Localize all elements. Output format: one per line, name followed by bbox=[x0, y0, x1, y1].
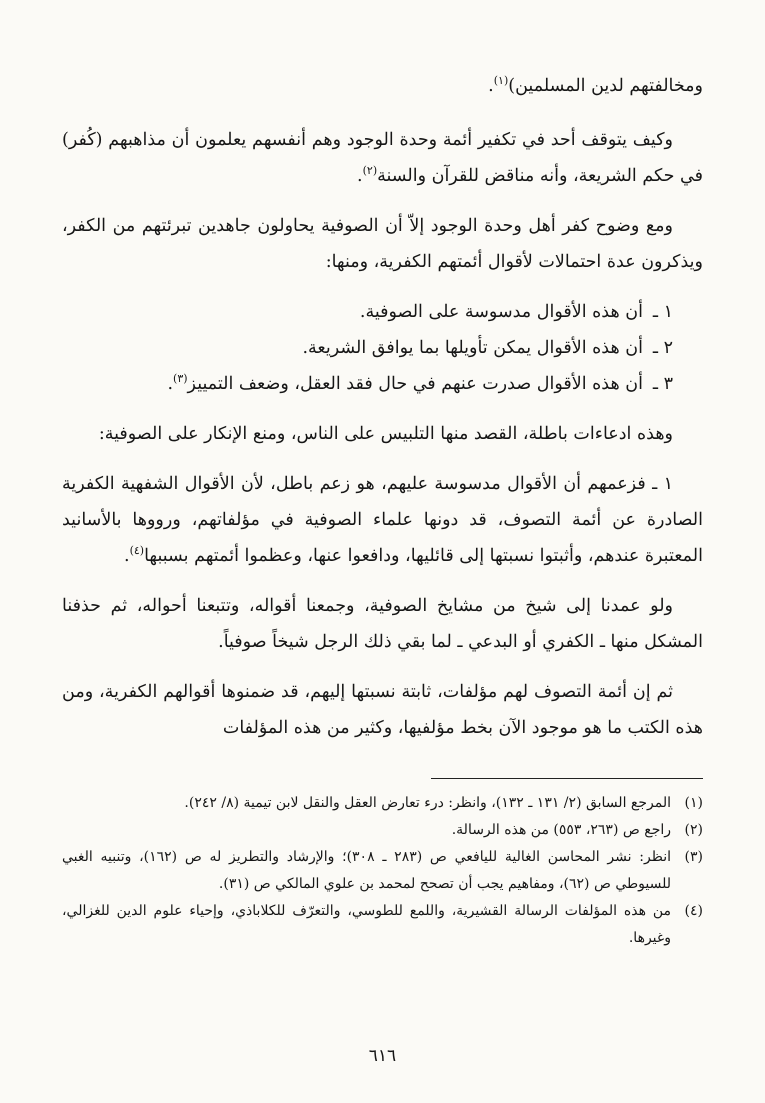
list-item: ٣ ـأن هذه الأقوال صدرت عنهم في حال فقد العقل، وضعف التمييز$^{(٣)}$. bbox=[167, 372, 673, 394]
paragraph-6: ثم إن أئمة التصوف لهم مؤلفات، ثابتة نسبتها إليهم، قد ضمنوها أقوالهم الكفرية، ومن هذه الكتب ما هو موجود الآن بخط مؤلفيها، وكثير من هذه المؤلفات bbox=[62, 682, 703, 738]
footnote-3: (٣) انظر: نشر المحاسن الغالية لليافعي ص (٢٨٣ ـ ٣٠٨)؛ والإرشاد والتطريز له ص (١٦٢)، وتنبيه الغبي للسيوطي ص (٦٢)، ومفاهيم يجب أن تصحح لمحمد بن علوي المالكي ص (٣١). bbox=[62, 849, 703, 892]
paragraph-1: وكيف يتوقف أحد في تكفير أئمة وحدة الوجود وهم أنفسهم يعلمون أن مذاهبهم (كُفر) في حكم الشريعة، وأنه مناقض للقرآن والسنة$^{(٢)}$. bbox=[62, 130, 703, 186]
footnote-2: (٢) راجع ص (٢٦٣، ٥٥٣) من هذه الرسالة. bbox=[451, 822, 703, 838]
paragraph-4: ١ ـ فزعمهم أن الأقوال مدسوسة عليهم، هو زعم باطل، لأن الأقوال الشفهية الكفرية الصادرة عن أئمة التصوف، قد دونها علماء الصوفية في مؤلفاتهم، ورووها بالأسانيد المعتبرة عندهم، وأثبتوا نسبتها إلى قائليها، ودافعوا عنها، وعظموا أئمتهم بسببها$^{(٤)}$. bbox=[62, 474, 703, 566]
footnote-separator bbox=[431, 778, 703, 779]
paragraph-2: ومع وضوح كفر أهل وحدة الوجود إلاّ أن الصوفية يحاولون جاهدين تبرئتهم من الكفر، ويذكرون عدة احتمالات لأقوال أئمتهم الكفرية، ومنها: bbox=[62, 216, 703, 272]
claims-list bbox=[62, 294, 703, 402]
intro-line: ومخالفتهم لدين المسلمين)$^{(١)}$. bbox=[488, 74, 703, 96]
footnote-ref-1: (١) bbox=[493, 74, 509, 88]
page-number: ٦١٦ bbox=[368, 1046, 397, 1066]
footnote-ref-3: (٣) bbox=[173, 372, 188, 386]
paragraph-5: ولو عمدنا إلى شيخ من مشايخ الصوفية، وجمعنا أقواله، وتتبعنا أحواله، ثم حذفنا المشكل منها ـ الكفري أو البدعي ـ لما بقي ذلك الرجل شيخاً صوفياً. bbox=[62, 596, 703, 652]
footnote-ref-4: (٤) bbox=[129, 544, 145, 558]
paragraph-3: وهذه ادعاءات باطلة، القصد منها التلبيس على الناس، ومنع الإنكار على الصوفية: bbox=[98, 424, 673, 444]
footnotes bbox=[62, 790, 703, 952]
main-text bbox=[62, 68, 703, 760]
list-item: ٢ ـأن هذه الأقوال يمكن تأويلها بما يوافق الشريعة. bbox=[302, 338, 673, 358]
footnote-4: (٤) من هذه المؤلفات الرسالة القشيرية، واللمع للطوسي، والتعرّف للكلاباذي، وإحياء علوم الدين للغزالي، وغيرها. bbox=[62, 903, 703, 946]
footnote-ref-2: (٢) bbox=[362, 164, 378, 178]
footnote-1: (١) المرجع السابق (٢/ ١٣١ ـ ١٣٢)، وانظر: درء تعارض العقل والنقل لابن تيمية (٨/ ٢٤٢). bbox=[184, 795, 703, 811]
list-item: ١ ـأن هذه الأقوال مدسوسة على الصوفية. bbox=[359, 302, 673, 322]
